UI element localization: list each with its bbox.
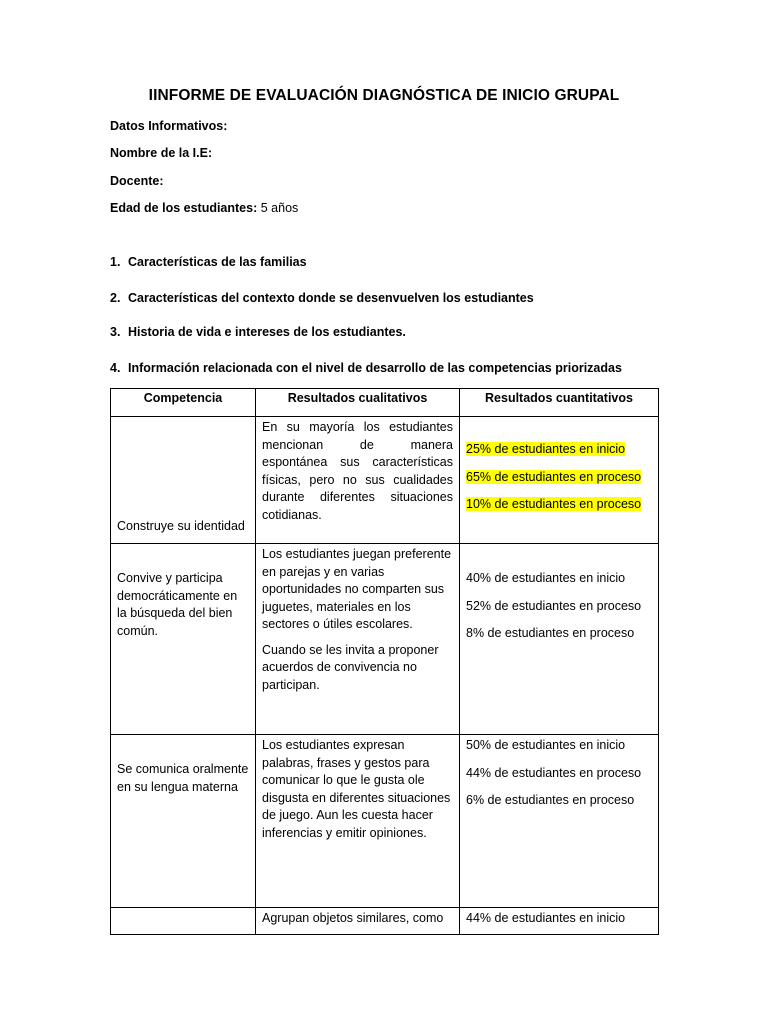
cuantitativo-value: 10% de estudiantes en proceso [466, 497, 642, 511]
section-number: 3. [110, 325, 121, 339]
cuantitativo-value: 6% de estudiantes en proceso [466, 793, 635, 807]
competencia-cell: Se comunica oralmente en su lengua materna [111, 735, 256, 908]
cuantitativo-value: 65% de estudiantes en proceso [466, 469, 642, 484]
cuantitativo-value: 44% de estudiantes en proceso [466, 765, 642, 780]
header-competencia: Competencia [111, 389, 256, 417]
cualitativo-text: Los estudiantes expresan palabras, frases y gestos para comunicar lo que le gusta ole disgusta en diferentes situaciones de juego. Aun les cuesta hacer inferencias y emitir opiniones. [262, 738, 451, 840]
header-cuantitativos: Resultados cuantitativos [460, 389, 659, 417]
edad-line [110, 201, 298, 215]
section-text: Información relacionada con el nivel de desarrollo de las competencias priorizadas [128, 361, 622, 375]
document-title: IINFORME DE EVALUACIÓN DIAGNÓSTICA DE INICIO GRUPAL [148, 87, 620, 104]
competencia-cell: Convive y participa democráticamente en la búsqueda del bien común. [111, 544, 256, 735]
table-row [111, 417, 659, 544]
cuantitativo-value: 50% de estudiantes en inicio [466, 738, 626, 752]
cuantitativo-value: 52% de estudiantes en proceso [466, 598, 642, 613]
section-item [110, 361, 622, 375]
nombre-ie-label [110, 146, 212, 160]
table-row [111, 908, 659, 935]
cuantitativo-value: 25% de estudiantes en inicio [466, 442, 626, 456]
section-item [110, 291, 534, 305]
section-text: Historia de vida e intereses de los estudiantes. [128, 325, 406, 339]
cualitativo-text: En su mayoría los estudiantes mencionan de manera espontánea sus características físicas, pero no sus cualidades durante diferentes situaciones cotidianas. [262, 420, 453, 522]
section-item [110, 255, 307, 269]
section-text: Características de las familias [128, 255, 307, 269]
docente-label [110, 174, 163, 188]
section-number: 2. [110, 291, 121, 305]
cuantitativo-value: 8% de estudiantes en proceso [466, 626, 635, 640]
header-cualitativos: Resultados cualitativos [256, 389, 460, 417]
cualitativo-text: Agrupan objetos similares, como [262, 911, 444, 925]
section-number: 1. [110, 255, 121, 269]
cuantitativos-cell [460, 417, 659, 544]
nombre-ie-text: Nombre de la I.E: [110, 146, 213, 160]
cuantitativos-cell [460, 908, 659, 935]
competencias-table [110, 388, 659, 935]
cualitativos-cell [256, 908, 460, 935]
section-item [110, 325, 406, 339]
edad-value: 5 años [257, 201, 299, 215]
cuantitativos-cell [460, 544, 659, 735]
section-text: Características del contexto donde se desenvuelven los estudiantes [128, 291, 534, 305]
section-number: 4. [110, 361, 121, 375]
table-header-row [111, 389, 659, 417]
table-row [111, 544, 659, 735]
docente-text: Docente: [110, 174, 164, 188]
competencia-cell [111, 908, 256, 935]
cualitativos-cell [256, 417, 460, 544]
edad-label: Edad de los estudiantes: [110, 201, 258, 215]
cuantitativo-value: 40% de estudiantes en inicio [466, 571, 626, 585]
cuantitativo-value: 44% de estudiantes en inicio [466, 911, 626, 925]
table-row [111, 735, 659, 908]
cualitativo-text: Los estudiantes juegan preferente en parejas y en varias oportunidades no comparten sus juguetes, materiales en los sectores o útiles escolares. [262, 547, 452, 631]
datos-informativos-text: Datos Informativos: [110, 119, 228, 133]
competencia-cell: Construye su identidad [111, 417, 256, 544]
cualitativo-text: Cuando se les invita a proponer acuerdos de convivencia no participan. [262, 642, 439, 692]
datos-informativos-label [110, 119, 227, 133]
cualitativos-cell [256, 544, 460, 735]
cuantitativos-cell [460, 735, 659, 908]
cualitativos-cell [256, 735, 460, 908]
